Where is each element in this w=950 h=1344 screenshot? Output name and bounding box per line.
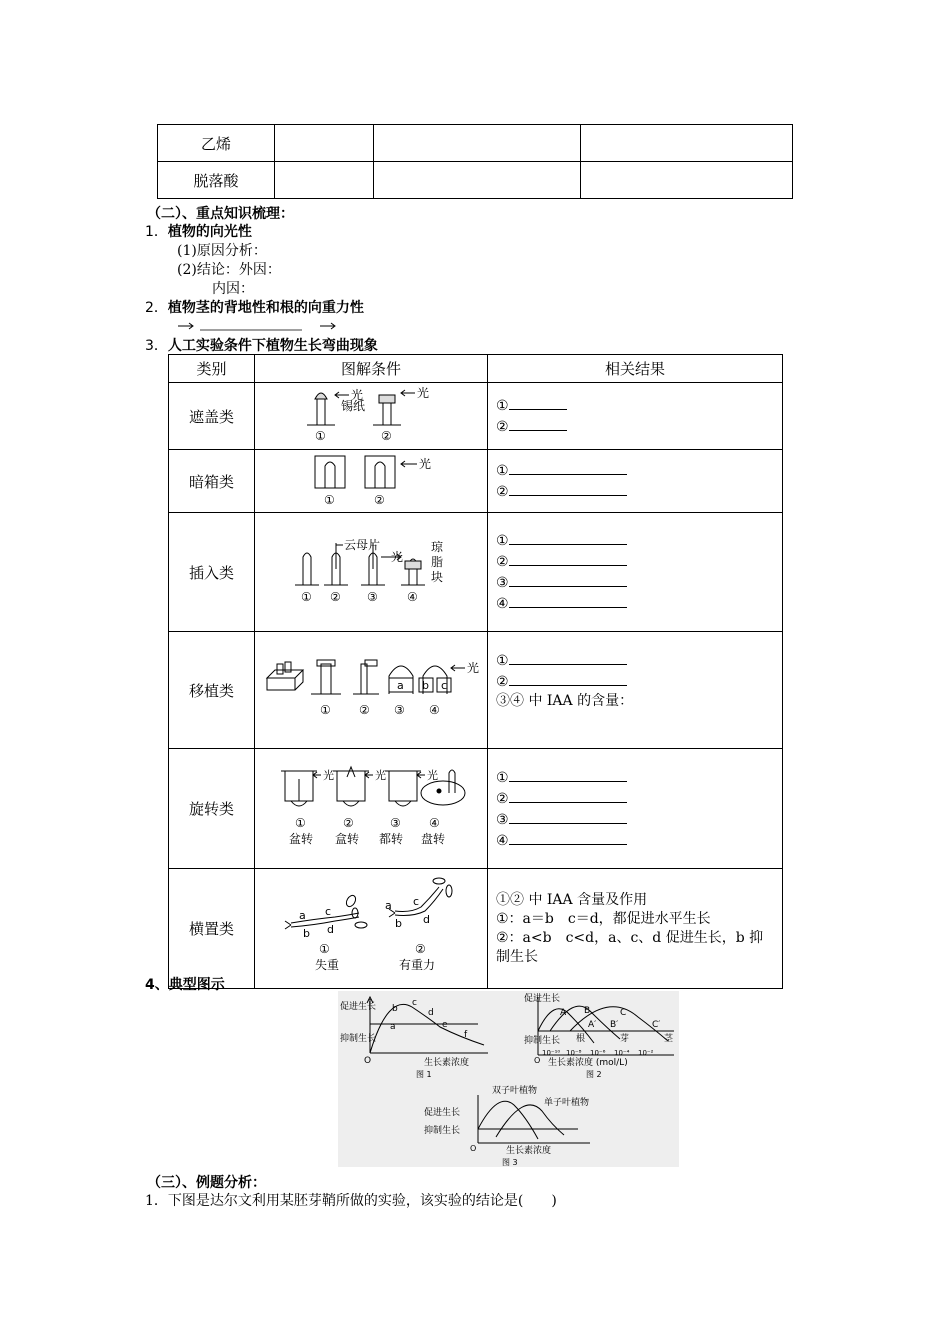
answer-blank[interactable] <box>509 416 567 431</box>
y-label: 促进生长 <box>524 994 561 1004</box>
category-cell: 暗箱类 <box>169 450 255 513</box>
table-row <box>169 749 783 869</box>
table-row <box>158 162 793 199</box>
number-label: ③ <box>390 816 401 830</box>
category-cell: 旋转类 <box>169 749 255 869</box>
category-cell: 横置类 <box>169 869 255 989</box>
table-cell <box>581 125 793 162</box>
number-label: ① <box>301 590 312 604</box>
series-label: 单子叶植物 <box>544 1098 590 1108</box>
item-number: 3． <box>145 338 168 354</box>
number-label: ③ <box>367 590 378 604</box>
result-line: ④ <box>496 593 774 614</box>
point-label: c <box>325 905 332 918</box>
point-label: a <box>299 909 306 922</box>
rotation-diagram <box>255 749 487 864</box>
number-label: ② <box>374 493 385 507</box>
series-label: 双子叶植物 <box>492 1086 538 1096</box>
figure-2 <box>524 992 674 1079</box>
category-cell: 插入类 <box>169 513 255 632</box>
point-label: c <box>412 998 417 1008</box>
rotation-label: 盘转 <box>421 832 446 846</box>
result-line: ②：a<b c<d，a、c、d 促进生长，b 抑制生长 <box>496 929 764 965</box>
tick-label: 10⁻⁶ <box>590 1049 606 1057</box>
conclusion-line: (2)结论：外因： <box>177 262 281 278</box>
light-label: 光 <box>323 769 334 782</box>
result-line: ①：a＝b c＝d，都促进水平生长 <box>496 910 711 927</box>
number-label: ② <box>381 429 392 443</box>
result-line: ③ <box>496 572 774 593</box>
answer-blank[interactable] <box>509 460 627 475</box>
x-label: 生长素浓度 (mol/L) <box>548 1058 628 1068</box>
point-label: A <box>560 1008 567 1018</box>
point-label: b <box>392 1004 398 1014</box>
y-label: 促进生长 <box>340 1002 377 1012</box>
light-label: 光 <box>375 769 386 782</box>
origin-label: O <box>534 1056 541 1065</box>
answer-blank[interactable] <box>509 767 627 782</box>
y-label: 抑制生长 <box>340 1034 377 1044</box>
item-1 <box>145 221 252 241</box>
result-line: ④ <box>496 830 774 851</box>
table-row <box>158 125 793 162</box>
point-label: f <box>464 1030 468 1040</box>
table-cell <box>374 162 581 199</box>
question-1: 1．下图是达尔文利用某胚芽鞘所做的实验，该实验的结论是( ) <box>145 1193 557 1209</box>
rotation-label: 盆转 <box>289 832 314 846</box>
figure-caption: 图 3 <box>502 1158 518 1167</box>
point-label: d <box>327 923 334 936</box>
result-line: ② <box>496 481 774 502</box>
number-label: ① <box>319 942 330 956</box>
diagram-cell <box>255 749 488 869</box>
diagram-cell <box>255 632 488 749</box>
tick-label: 10⁻⁸ <box>566 1049 582 1057</box>
item-number: 2． <box>145 300 168 316</box>
point-label: C′ <box>652 1020 661 1030</box>
organ-label: 茎 <box>664 1034 674 1044</box>
table-cell <box>374 125 581 162</box>
point-label: B′ <box>610 1020 619 1030</box>
table-row <box>169 450 783 513</box>
point-label: e <box>442 1020 448 1030</box>
agar-label: 块 <box>431 570 444 584</box>
point-label: a <box>385 899 392 912</box>
diagram-cell <box>255 383 488 450</box>
table-header-row <box>169 355 783 383</box>
section-title: （二）、重点知识梳理： <box>147 206 294 222</box>
diagram-cell <box>255 869 488 989</box>
rotation-label: 盒转 <box>335 832 360 846</box>
agar-label: 脂 <box>431 555 444 569</box>
answer-blank[interactable] <box>509 572 627 587</box>
result-line: ② <box>496 416 774 437</box>
result-cell <box>488 450 783 513</box>
light-label: 光 <box>417 386 430 400</box>
result-line: ③④ 中 IAA 的含量： <box>496 693 634 709</box>
light-label: 光 <box>467 661 480 675</box>
answer-blank[interactable] <box>509 551 627 566</box>
item-title: 人工实验条件下植物生长弯曲现象 <box>167 338 378 354</box>
number-label: ① <box>320 703 331 717</box>
item-title: 植物的向光性 <box>167 224 252 240</box>
answer-blank[interactable] <box>509 530 627 545</box>
answer-blank[interactable] <box>509 481 627 496</box>
number-label: ② <box>415 942 426 956</box>
block-label: b <box>422 679 429 692</box>
result-line: ① <box>496 767 774 788</box>
rotation-label: 都转 <box>379 832 404 846</box>
block-label: c <box>441 679 448 692</box>
figures-svg <box>338 991 679 1167</box>
header-diagram: 图解条件 <box>255 355 488 383</box>
tick-label: 10⁻² <box>638 1049 654 1057</box>
mica-label: 云母片 <box>344 538 381 552</box>
vector-arrows <box>170 318 340 334</box>
result-cell <box>488 513 783 632</box>
foil-label: 锡纸 <box>341 399 366 413</box>
block-label: a <box>397 679 404 692</box>
result-cell <box>488 869 783 989</box>
point-label: b <box>395 917 402 930</box>
table-row <box>169 869 783 989</box>
origin-label: O <box>470 1144 477 1153</box>
typical-figures <box>338 991 679 1167</box>
number-label: ① <box>315 429 326 443</box>
point-label: b <box>303 927 310 940</box>
tick-label: 10⁻⁴ <box>614 1049 630 1057</box>
number-label: ④ <box>429 703 440 717</box>
light-label: 光 <box>427 769 438 782</box>
table-cell <box>581 162 793 199</box>
result-line: ② <box>496 551 774 572</box>
number-label: ④ <box>407 590 418 604</box>
item-number: 1． <box>145 224 168 240</box>
point-label: d <box>428 1008 434 1018</box>
point-label: A′ <box>588 1020 597 1030</box>
result-line: ① <box>496 650 774 671</box>
insertion-diagram <box>255 513 487 627</box>
result-line: ② <box>496 671 774 692</box>
result-cell <box>488 383 783 450</box>
figure-caption: 图 2 <box>586 1070 602 1079</box>
item-3 <box>145 335 378 355</box>
table-cell <box>275 125 374 162</box>
number-label: ② <box>330 590 341 604</box>
point-label: d <box>423 913 430 926</box>
result-cell <box>488 749 783 869</box>
dark-box-diagram <box>255 450 487 508</box>
y-label: 抑制生长 <box>424 1126 461 1136</box>
section-title: （三）、例题分析： <box>147 1175 266 1191</box>
light-label: 光 <box>391 550 404 564</box>
diagram-cell <box>255 513 488 632</box>
light-label: 光 <box>419 457 432 471</box>
result-line: ① <box>496 395 774 416</box>
category-cell: 遮盖类 <box>169 383 255 450</box>
diagram-cell <box>255 450 488 513</box>
point-label: a <box>390 1022 396 1032</box>
answer-blank[interactable] <box>509 650 627 665</box>
tick-label: 10⁻¹⁰ <box>542 1049 561 1057</box>
transplant-diagram <box>255 632 487 744</box>
result-line: ① <box>496 530 774 551</box>
answer-blank[interactable] <box>509 671 627 686</box>
result-cell <box>488 632 783 749</box>
header-category: 类别 <box>169 355 255 383</box>
result-line: ① <box>496 460 774 481</box>
table-cell <box>275 162 374 199</box>
y-label: 抑制生长 <box>524 1036 561 1046</box>
inner-line: 内因： <box>212 281 254 297</box>
organ-label: 根 <box>576 1034 586 1044</box>
answer-blank[interactable] <box>509 593 627 608</box>
header-result: 相关结果 <box>488 355 783 383</box>
gravity-label: 有重力 <box>399 958 436 972</box>
figure-1 <box>340 997 488 1079</box>
organ-label: 芽 <box>620 1034 630 1044</box>
number-label: ② <box>359 703 370 717</box>
point-label: B <box>584 1006 591 1016</box>
gravity-label: 失重 <box>315 958 340 972</box>
bending-phenomena-table <box>168 354 783 989</box>
result-line: ①② 中 IAA 含量及作用 <box>496 891 648 908</box>
y-label: 促进生长 <box>424 1108 461 1118</box>
number-label: ② <box>343 816 354 830</box>
table-row <box>169 513 783 632</box>
result-line: ③ <box>496 809 774 830</box>
agar-label: 琼 <box>431 540 444 554</box>
horizontal-diagram <box>255 869 487 984</box>
table-cell: 乙烯 <box>158 125 275 162</box>
answer-blank[interactable] <box>509 395 567 410</box>
number-label: ① <box>324 493 335 507</box>
number-label: ③ <box>394 703 405 717</box>
figure-caption: 图 1 <box>416 1070 432 1079</box>
number-label: ① <box>295 816 306 830</box>
light-label: 光 <box>351 388 364 402</box>
result-line: ② <box>496 788 774 809</box>
answer-blank[interactable] <box>509 809 627 824</box>
x-label: 生长素浓度 <box>506 1146 552 1156</box>
covering-diagram <box>255 383 487 445</box>
hormone-table <box>157 124 793 199</box>
figure-3 <box>424 1084 590 1167</box>
number-label: ④ <box>429 816 440 830</box>
answer-blank[interactable] <box>509 788 627 803</box>
table-row <box>169 383 783 450</box>
reason-line: (1)原因分析： <box>177 243 267 259</box>
item-2 <box>145 297 364 317</box>
point-label: c <box>413 895 420 908</box>
item-title: 植物茎的背地性和根的向重力性 <box>167 300 364 316</box>
table-row <box>169 632 783 749</box>
answer-blank[interactable] <box>509 830 627 845</box>
category-cell: 移植类 <box>169 632 255 749</box>
section-title: 4、典型图示 <box>145 977 225 993</box>
x-label: 生长素浓度 <box>424 1058 470 1068</box>
origin-label: O <box>364 1056 372 1066</box>
point-label: C <box>620 1008 627 1018</box>
table-cell: 脱落酸 <box>158 162 275 199</box>
